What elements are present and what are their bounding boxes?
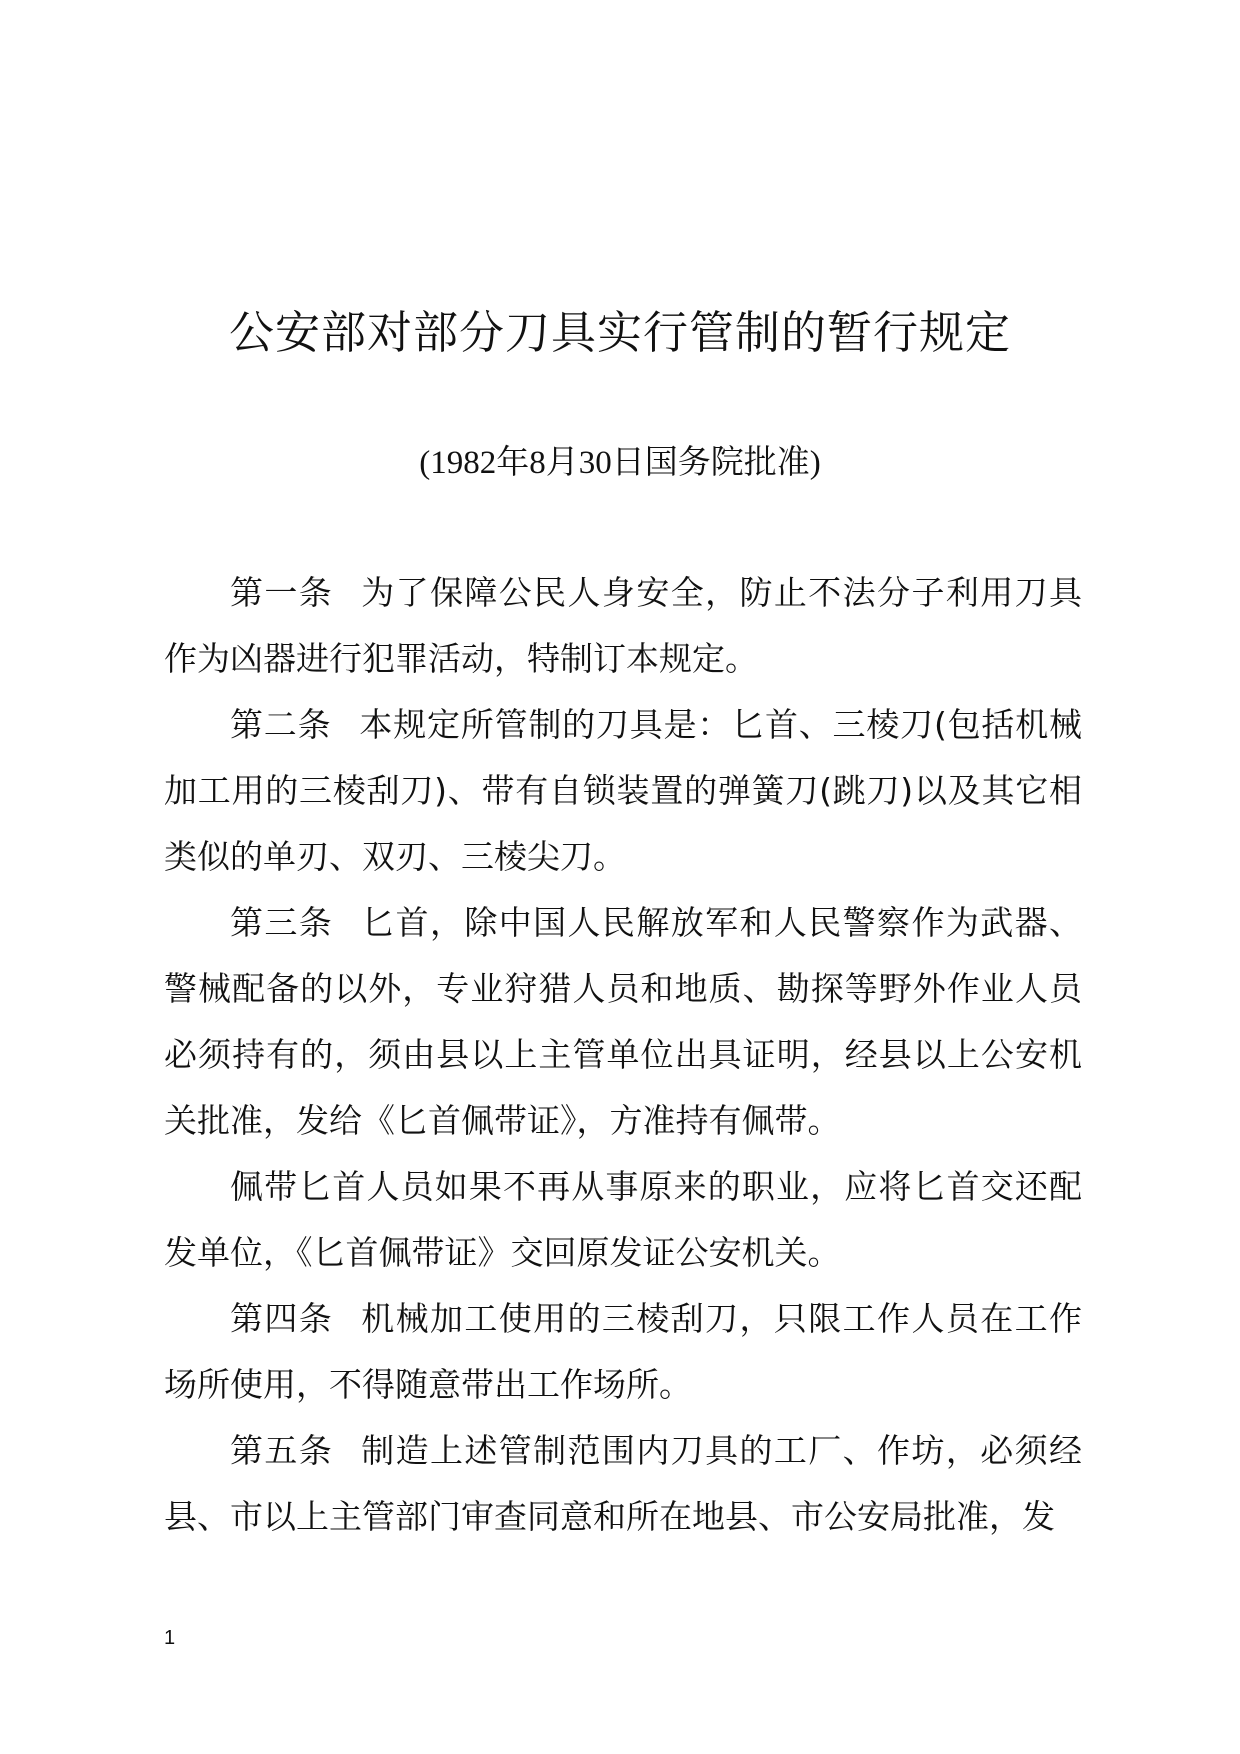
article-label: 第四条 [230,1299,334,1338]
article-text: 匕首，除中国人民解放军和人民警察作为武器、警械配备的以外，专业狩猎人员和地质、勘探等野外作业人员必须持有的，须由县以上主管单位出具证明，经县以上公安机关批准，发给《匕首佩带证》，方准持有佩带。 [164,903,1083,1140]
document-title: 公安部对部分刀具实行管制的暂行规定 [228,306,1011,359]
article-4 [164,1286,1082,1418]
article-1 [164,560,1082,692]
article-text: 为了保障公民人身安全，防止不法分子利用刀具作为凶器进行犯罪活动，特制订本规定。 [164,573,1083,678]
article-label: 第三条 [230,903,334,942]
article-label: 第五条 [230,1431,334,1470]
article-3 [164,890,1082,1154]
document-subtitle: (1982年8月30日国务院批准) [419,445,821,481]
article-text: 机械加工使用的三棱刮刀，只限工作人员在工作场所使用，不得随意带出工作场所。 [164,1299,1083,1404]
article-5 [164,1418,1082,1550]
page-number: 1 [164,1627,176,1649]
article-3-continuation [164,1154,1082,1286]
article-text: 本规定所管制的刀具是：匕首、三棱刀(包括机械加工用的三棱刮刀)、带有自锁装置的弹簧刀(跳刀)以及其它相类似的单刃、双刃、三棱尖刀。 [164,705,1082,876]
article-label: 第二条 [230,705,332,744]
article-label: 第一条 [230,573,334,612]
document-body [164,560,1082,1550]
article-text: 制造上述管制范围内刀具的工厂、作坊，必须经县、市以上主管部门审查同意和所在地县、市公安局批准，发 [164,1431,1083,1536]
article-text: 佩带匕首人员如果不再从事原来的职业，应将匕首交还配发单位，《匕首佩带证》交回原发证公安机关。 [164,1167,1082,1272]
article-2 [164,692,1082,890]
